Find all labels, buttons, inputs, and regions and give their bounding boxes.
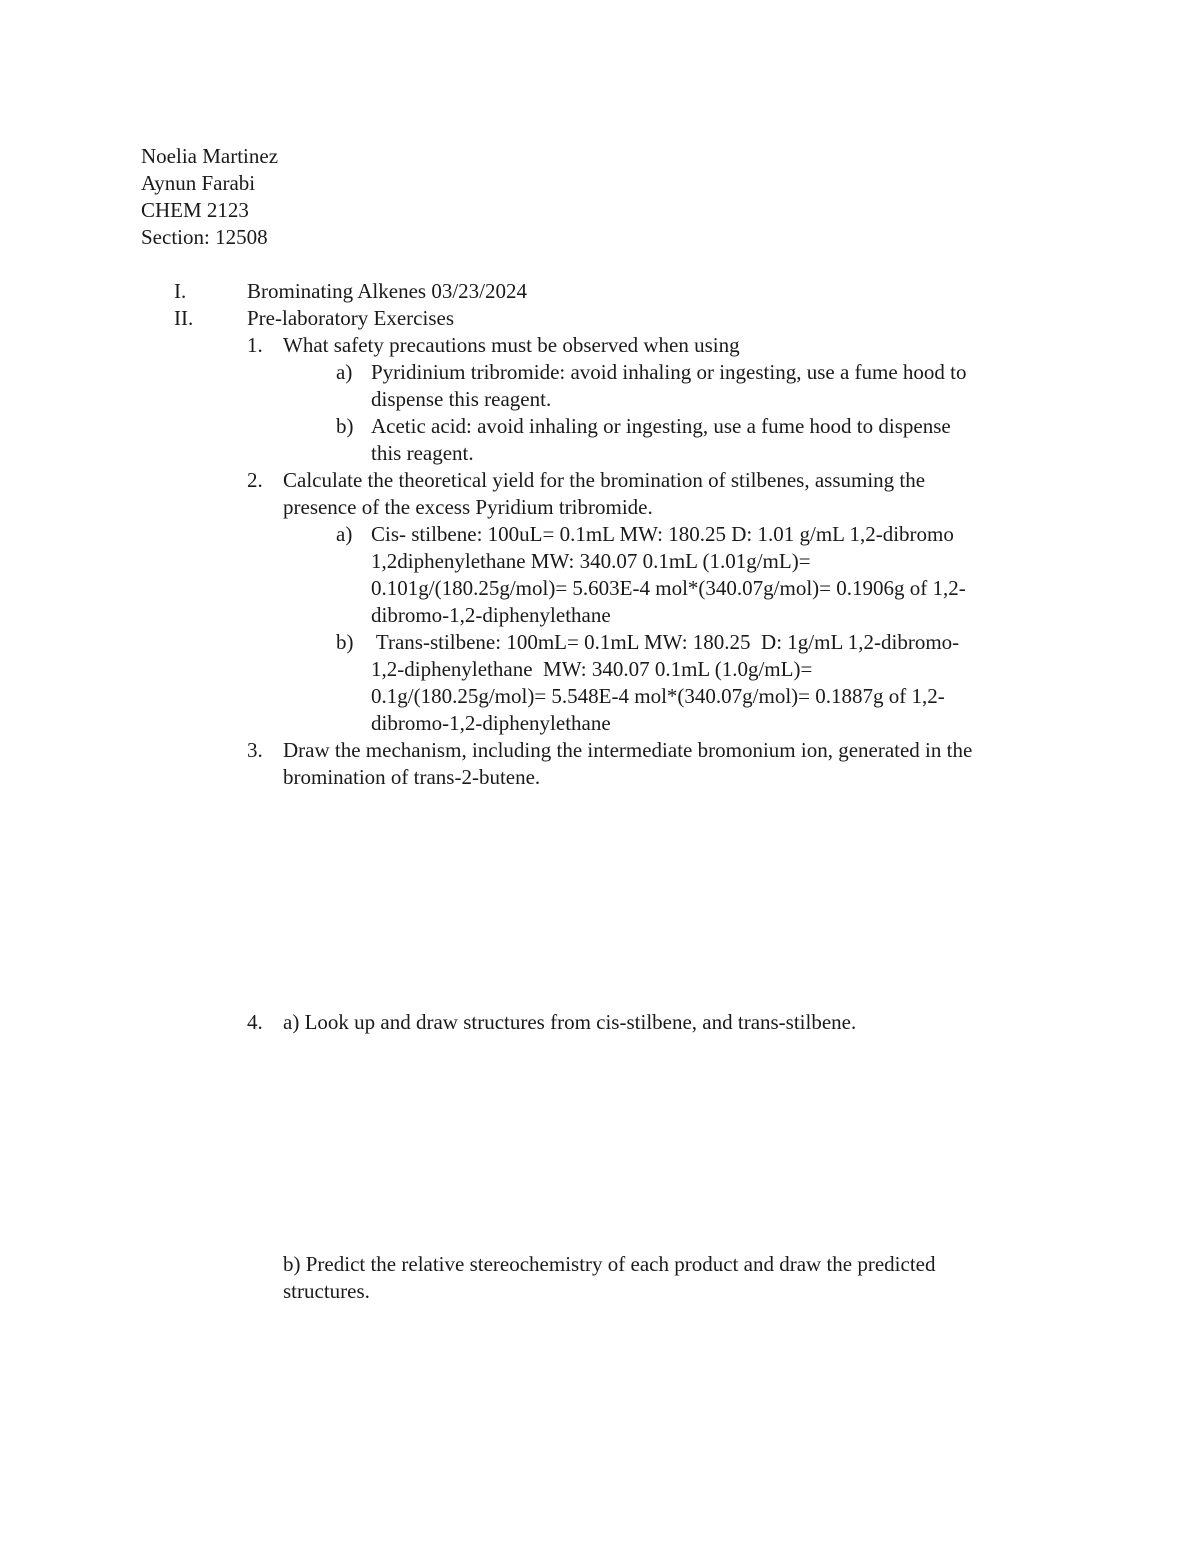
outline-numeral-2: II. xyxy=(174,306,194,330)
question-3-text: Draw the mechanism, including the intermediate bromonium ion, generated in the xyxy=(283,738,973,762)
q1-b-line: this reagent. xyxy=(371,441,474,465)
q1-a-line: dispense this reagent. xyxy=(371,387,552,411)
lab-title: Brominating Alkenes 03/23/2024 xyxy=(247,279,527,303)
q1-b-line: Acetic acid: avoid inhaling or ingesting, use a fume hood to dispense xyxy=(371,414,951,438)
question-2-text: presence of the excess Pyridium tribromide. xyxy=(283,495,653,519)
author-name-2: Aynun Farabi xyxy=(141,171,256,195)
question-2-text: Calculate the theoretical yield for the bromination of stilbenes, assuming the xyxy=(283,468,926,492)
question-2-number: 2. xyxy=(247,468,263,492)
question-4b-text: b) Predict the relative stereochemistry of each product and draw the predicted xyxy=(283,1252,936,1276)
section-number: Section: 12508 xyxy=(141,225,268,249)
q1-b-label: b) xyxy=(336,414,354,438)
q2-a-line: 1,2diphenylethane MW: 340.07 0.1mL (1.01g/mL)= xyxy=(371,549,811,573)
question-3-number: 3. xyxy=(247,738,263,762)
q2-b-line: dibromo-1,2-diphenylethane xyxy=(371,711,611,735)
q2-a-line: Cis- stilbene: 100uL= 0.1mL MW: 180.25 D: 1.01 g/mL 1,2-dibromo xyxy=(371,522,954,546)
question-4b-text: structures. xyxy=(283,1279,370,1303)
q2-a-line: dibromo-1,2-diphenylethane xyxy=(371,603,611,627)
question-1-text: What safety precautions must be observed when using xyxy=(283,333,740,357)
q1-a-label: a) xyxy=(336,360,353,384)
question-1-number: 1. xyxy=(247,333,263,357)
q2-a-line: 0.101g/(180.25g/mol)= 5.603E-4 mol*(340.07g/mol)= 0.1906g of 1,2- xyxy=(371,576,966,600)
author-name-1: Noelia Martinez xyxy=(141,144,279,168)
question-4a-text: a) Look up and draw structures from cis-stilbene, and trans-stilbene. xyxy=(283,1010,857,1034)
outline-numeral-1: I. xyxy=(174,279,187,303)
course-code: CHEM 2123 xyxy=(141,198,249,222)
q2-b-line: 0.1g/(180.25g/mol)= 5.548E-4 mol*(340.07g/mol)= 0.1887g of 1,2- xyxy=(371,684,945,708)
question-3-text: bromination of trans-2-butene. xyxy=(283,765,541,789)
section-heading: Pre-laboratory Exercises xyxy=(247,306,454,330)
q2-b-line: 1,2-diphenylethane MW: 340.07 0.1mL (1.0g/mL)= xyxy=(371,657,813,681)
question-4-number: 4. xyxy=(247,1010,263,1034)
q1-a-line: Pyridinium tribromide: avoid inhaling or ingesting, use a fume hood to xyxy=(371,360,967,384)
q2-b-label: b) xyxy=(336,630,354,654)
q2-a-label: a) xyxy=(336,522,353,546)
q2-b-line: Trans-stilbene: 100mL= 0.1mL MW: 180.25 D: 1g/mL 1,2-dibromo- xyxy=(371,630,960,654)
